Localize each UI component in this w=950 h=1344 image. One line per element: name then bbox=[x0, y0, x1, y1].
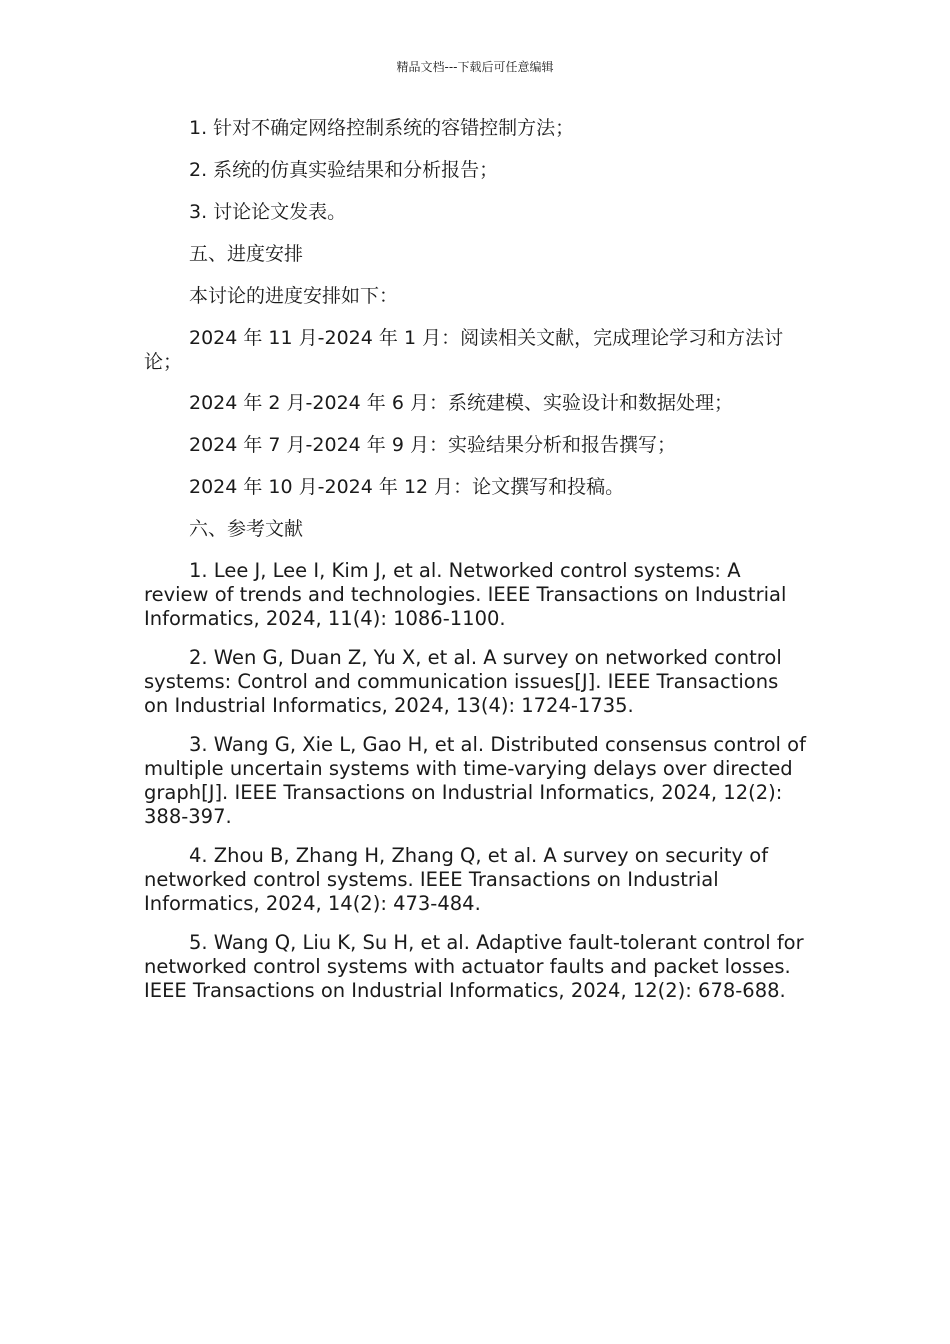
reference-item: 1. Lee J, Lee I, Kim J, et al. Networked control systems: A review of trends and technologies. IEEE Transactions on Industrial Informatics, 2024, 11(4): 1086-1100. bbox=[144, 559, 787, 630]
deliverable-item: 3. 讨论论文发表。 bbox=[189, 201, 347, 223]
schedule-item: 2024 年 2 月-2024 年 6 月：系统建模、实验设计和数据处理； bbox=[189, 392, 733, 414]
references-heading: 六、参考文献 bbox=[189, 518, 304, 540]
page-header: 精品文档---下载后可任意编辑 bbox=[396, 60, 554, 74]
schedule-intro: 本讨论的进度安排如下： bbox=[189, 285, 399, 307]
reference-list bbox=[144, 559, 806, 1003]
schedule-item: 2024 年 11 月-2024 年 1 月：阅读相关文献，完成理论学习和方法讨论； bbox=[144, 327, 784, 373]
reference-item: 2. Wen G, Duan Z, Yu X, et al. A survey on networked control systems: Control and communication issues[J]. IEEE Transactions on Industrial Informatics, 2024, 13(4): 1724-1735. bbox=[144, 646, 782, 717]
reference-item: 3. Wang G, Xie L, Gao H, et al. Distributed consensus control of multiple uncertain systems with time-varying delays over directed graph[J]. IEEE Transactions on Industrial Informatics, 2024, 12(2): 388-397. bbox=[144, 733, 806, 828]
reference-item: 5. Wang Q, Liu K, Su H, et al. Adaptive fault-tolerant control for networked control systems with actuator faults and packet losses. IEEE Transactions on Industrial Informatics, 2024, 12(2): 678-688. bbox=[144, 931, 804, 1002]
reference-item: 4. Zhou B, Zhang H, Zhang Q, et al. A survey on security of networked control systems. IEEE Transactions on Industrial Informatics, 2024, 14(2): 473-484. bbox=[144, 844, 769, 915]
schedule-item: 2024 年 10 月-2024 年 12 月：论文撰写和投稿。 bbox=[189, 476, 625, 498]
deliverable-item: 2. 系统的仿真实验结果和分析报告； bbox=[189, 159, 499, 181]
schedule-heading: 五、进度安排 bbox=[189, 243, 304, 265]
deliverable-item: 1. 针对不确定网络控制系统的容错控制方法； bbox=[189, 117, 575, 139]
schedule-item: 2024 年 7 月-2024 年 9 月：实验结果分析和报告撰写； bbox=[189, 434, 676, 456]
document-body bbox=[144, 116, 806, 1018]
